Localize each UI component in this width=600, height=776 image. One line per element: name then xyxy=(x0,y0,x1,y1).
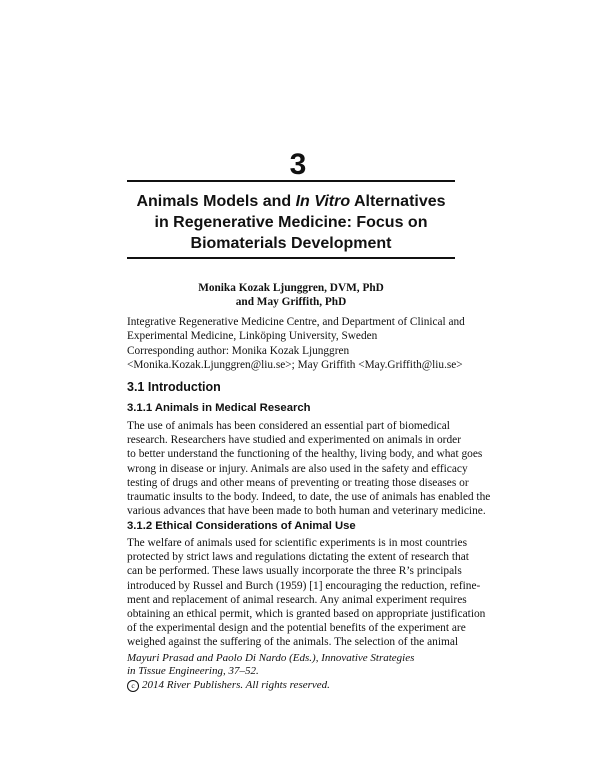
paragraph-line: The use of animals has been considered an essential part of biomedical xyxy=(127,420,450,432)
title-line-1-italic: In Vitro xyxy=(295,193,351,210)
title-line-1-part-a: Animals Models and xyxy=(136,193,296,210)
paragraph-line: of the experimental design and the potential benefits of the experiment are xyxy=(127,622,466,635)
paragraph-line: to better understand the functioning of the healthy, living body, and what goes xyxy=(127,448,483,461)
paragraph-animals-in-medical-research xyxy=(127,419,491,518)
authors-line-1: Monika Kozak Ljunggren, DVM, PhD xyxy=(198,282,384,294)
paragraph-line: wrong in disease or injury. Animals are also used in the safety and efficacy xyxy=(127,462,468,475)
paragraph-line: ment and replacement of animal research. Any animal experiment requires xyxy=(127,593,467,606)
title-line-1 xyxy=(127,191,455,212)
chapter-title xyxy=(127,191,455,254)
affiliation-block xyxy=(127,315,465,372)
title-line-1-part-b: Alternatives xyxy=(350,193,446,210)
affiliation-line: Corresponding author: Monika Kozak Ljunggren xyxy=(127,344,350,357)
title-bottom-rule xyxy=(127,257,455,259)
copyright-text: 2014 River Publishers. All rights reserved. xyxy=(142,678,330,691)
affiliation-line: Integrative Regenerative Medicine Centre, and Department of Clinical and xyxy=(127,316,465,328)
footer-line-3 xyxy=(127,679,455,692)
publication-footer xyxy=(127,652,455,692)
paragraph-line: research. Researchers have studied and experimented on animals in order xyxy=(127,434,461,447)
affiliation-line: Experimental Medicine, Linköping University, Sweden xyxy=(127,330,378,343)
title-line-3: Biomaterials Development xyxy=(190,235,392,252)
paragraph-line: weighed against the suffering of the animals. The selection of the animal xyxy=(127,636,459,649)
paragraph-ethical-considerations xyxy=(127,536,486,650)
section-heading-introduction: 3.1 Introduction xyxy=(127,380,221,394)
authors-line-2: and May Griffith, PhD xyxy=(235,296,347,308)
subsection-heading-animals-in-medical-research: 3.1.1 Animals in Medical Research xyxy=(127,402,311,414)
paragraph-line: introduced by Russel and Burch (1959) [1] encouraging the reduction, refine- xyxy=(127,579,481,592)
paragraph-line: traumatic insults to the body. Indeed, to date, the use of animals has enabled the xyxy=(127,491,491,504)
paragraph-line: obtaining an ethical permit, which is granted based on appropriate justification xyxy=(127,608,486,621)
footer-line-2: in Tissue Engineering, 37–52. xyxy=(127,665,259,678)
chapter-number: 3 xyxy=(289,148,307,181)
affiliation-line: <Monika.Kozak.Ljunggren@liu.se>; May Griffith <May.Griffith@liu.se> xyxy=(127,358,463,371)
paragraph-line: protected by strict laws and regulations dictating the extent of research that xyxy=(127,551,469,564)
title-top-rule xyxy=(127,180,455,182)
paragraph-line: testing of drugs and other means of preventing or treating those diseases or xyxy=(127,476,469,489)
copyright-icon: c xyxy=(127,680,139,692)
authors-block xyxy=(127,281,455,309)
paragraph-line: The welfare of animals used for scientific experiments is in most countries xyxy=(127,537,468,549)
footer-line-1: Mayuri Prasad and Paolo Di Nardo (Eds.), Innovative Strategies xyxy=(127,652,415,664)
paragraph-line: can be performed. These laws usually incorporate the three R’s principals xyxy=(127,565,462,578)
title-line-2: in Regenerative Medicine: Focus on xyxy=(154,214,428,231)
paragraph-line: various advances that have been made to both human and veterinary medicine. xyxy=(127,505,486,518)
subsection-heading-ethical-considerations: 3.1.2 Ethical Considerations of Animal Use xyxy=(127,520,356,532)
